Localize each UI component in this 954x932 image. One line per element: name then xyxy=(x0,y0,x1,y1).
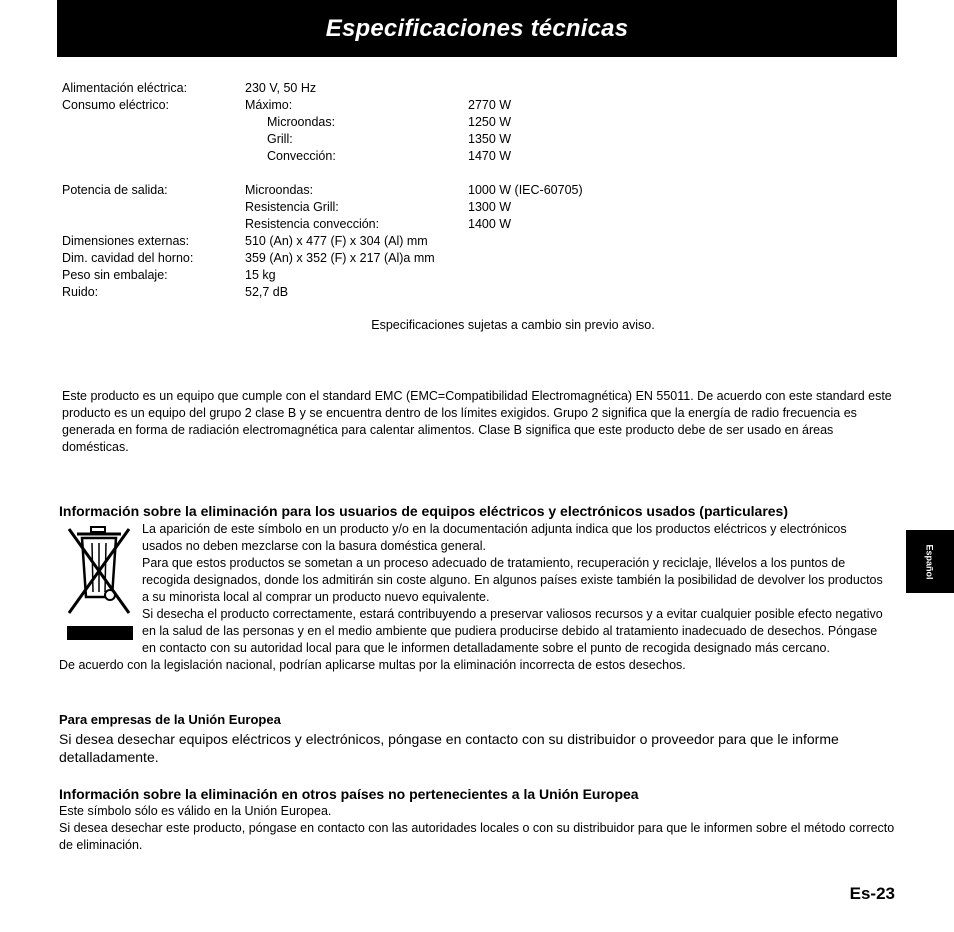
spec-label: Potencia de salida: xyxy=(62,183,168,197)
otros-paragraph-1: Este símbolo sólo es válido en la Unión Europea. xyxy=(59,804,332,818)
weee-block xyxy=(59,521,889,674)
weee-paragraph-2: Para que estos productos se sometan a un proceso adecuado de tratamiento, recuperación y reciclaje, llévelos a los puntos de recogida designados, donde los admitirán sin coste alguno. En algunos países existe también la posibilidad de devolver los productos a su minorista local al comprar un producto nuevo equivalente. xyxy=(142,556,883,604)
empresas-heading: Para empresas de la Unión Europea xyxy=(59,712,281,727)
specs-table xyxy=(62,80,662,301)
spec-value: 52,7 dB xyxy=(245,285,289,299)
page-number: Es-23 xyxy=(849,884,895,903)
spec-row-consumo-grill xyxy=(62,131,662,148)
otros-block xyxy=(59,803,899,854)
spec-row-peso xyxy=(62,267,662,284)
crossed-bin-icon-graphic xyxy=(59,521,139,625)
spec-label: Ruido: xyxy=(62,285,99,299)
spec-value: 1400 W xyxy=(468,217,512,231)
spec-value: 230 V, 50 Hz xyxy=(245,81,317,95)
spec-value: 1300 W xyxy=(468,200,512,214)
spec-label: Consumo eléctrico: xyxy=(62,98,169,112)
weee-heading: Información sobre la eliminación para los usuarios de equipos eléctricos y electrónicos usados (particulares) xyxy=(59,503,789,519)
spec-sublabel: Resistencia Grill: xyxy=(245,200,339,214)
spec-value: 1000 W (IEC-60705) xyxy=(468,183,583,197)
language-tab-label: Español xyxy=(924,543,935,580)
weee-paragraph-1: La aparición de este símbolo en un producto y/o en la documentación adjunta indica que los productos eléctricos y electrónicos usados no deben mezclarse con la basura doméstica general. xyxy=(142,522,847,553)
spec-sublabel: Microondas: xyxy=(267,115,336,129)
spec-sublabel: Grill: xyxy=(267,132,293,146)
otros-heading: Información sobre la eliminación en otros países no pertenecientes a la Unión Europea xyxy=(59,786,639,802)
spec-value: 510 (An) x 477 (F) x 304 (Al) mm xyxy=(245,234,428,248)
weee-paragraph-4: De acuerdo con la legislación nacional, podrían aplicarse multas por la eliminación incorrecta de estos desechos. xyxy=(59,658,686,672)
black-bar-symbol xyxy=(67,626,133,640)
spec-row-alimentacion xyxy=(62,80,662,97)
spec-row-consumo-microondas xyxy=(62,114,662,131)
spec-label: Dimensiones externas: xyxy=(62,234,190,248)
otros-paragraph-2: Si desea desechar este producto, póngase en contacto con las autoridades locales o con su distribuidor para que le informen sobre el método correcto de eliminación. xyxy=(59,821,895,852)
spec-row-ruido xyxy=(62,284,662,301)
spacer xyxy=(62,165,662,182)
spec-row-potencia-conveccion xyxy=(62,216,662,233)
spec-label: Alimentación eléctrica: xyxy=(62,81,188,95)
spec-value: 2770 W xyxy=(468,98,512,112)
page-title: Especificaciones técnicas xyxy=(325,14,629,42)
spec-value: 1350 W xyxy=(468,132,512,146)
spec-label: Peso sin embalaje: xyxy=(62,268,168,282)
spec-sublabel: Máximo: xyxy=(245,98,293,112)
spec-value: 1470 W xyxy=(468,149,512,163)
empresas-paragraph: Si desea desechar equipos eléctricos y electrónicos, póngase en contacto con su distribuidor o proveedor para que le informe detalladamente. xyxy=(59,731,839,765)
spec-row-cavidad xyxy=(62,250,662,267)
spec-value: 359 (An) x 352 (F) x 217 (Al)a mm xyxy=(245,251,435,265)
weee-paragraph-3: Si desecha el producto correctamente, estará contribuyendo a preservar valiosos recursos y a evitar cualquier posible efecto negativo en la salud de las personas y en el medio ambiente que pudiera producirse debido al tratamiento inadecuado de desechos. Póngase en contacto con su autoridad local para que le informen detalladamente sobre el punto de recogida designado más cercano. xyxy=(142,607,883,655)
specs-notice: Especificaciones sujetas a cambio sin previo aviso. xyxy=(371,318,655,332)
spec-value: 1250 W xyxy=(468,115,512,129)
spec-row-dimensiones xyxy=(62,233,662,250)
spec-sublabel: Resistencia convección: xyxy=(245,217,380,231)
spec-row-consumo-conveccion xyxy=(62,148,662,165)
emc-paragraph: Este producto es un equipo que cumple con el standard EMC (EMC=Compatibilidad Electromagnética) EN 55011. De acuerdo con este standard este producto es un equipo del grupo 2 clase B y se encuentra dentro de los límites exigidos. Grupo 2 significa que la energía de radio frecuencia es generada en forma de radiación electromagnética para calentar alimentos. Clase B significa que este producto debe de ser usado en áreas domésticas. xyxy=(62,389,892,454)
crossed-bin-icon xyxy=(59,521,139,643)
title-bar xyxy=(57,0,897,57)
spec-sublabel: Microondas: xyxy=(245,183,314,197)
spec-sublabel: Convección: xyxy=(267,149,336,163)
spec-value: 15 kg xyxy=(245,268,276,282)
spec-label: Dim. cavidad del horno: xyxy=(62,251,194,265)
spec-row-consumo xyxy=(62,97,662,114)
spec-row-potencia xyxy=(62,182,662,199)
spec-row-potencia-grill xyxy=(62,199,662,216)
language-tab xyxy=(906,530,954,593)
